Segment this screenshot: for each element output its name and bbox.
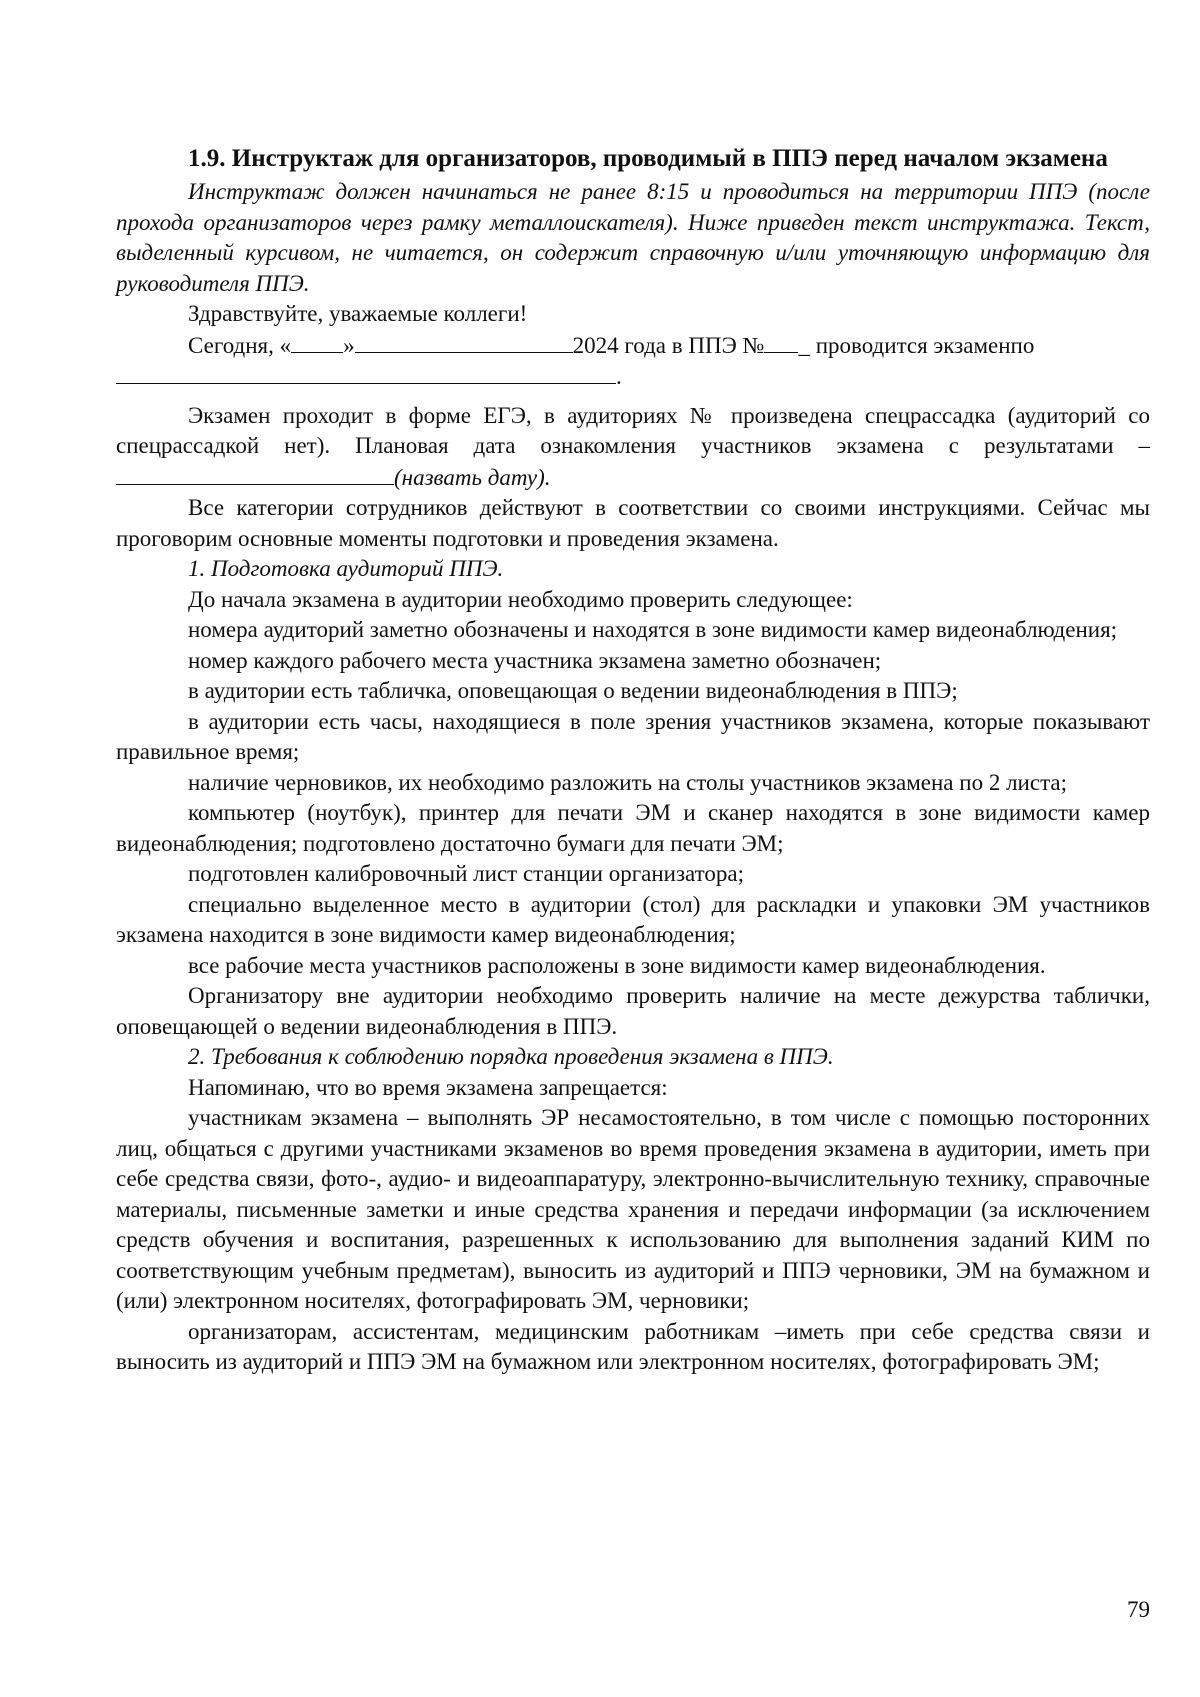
today-tail: по — [1010, 332, 1035, 358]
check-item: компьютер (ноутбук), принтер для печати ЭМ и сканер находятся в зоне видимости камер видеонаблюдения; подготовлено достаточно бумаги для печати ЭМ; — [116, 800, 1150, 856]
prohibition-item: организаторам, ассистентам, медицинским работникам –иметь при себе средства связи и выносить из аудиторий и ППЭ ЭМ на бумажном или электронном носителях, фотографировать ЭМ; — [116, 1318, 1150, 1374]
subject-blank — [116, 361, 616, 384]
ppe-number-blank — [764, 330, 798, 353]
check-intro: До начала экзамена в аудитории необходимо проверить следующее: — [188, 586, 853, 612]
today-prefix: Сегодня, « — [188, 332, 292, 358]
day-blank — [291, 330, 343, 353]
today-year: 2024 года в ППЭ № — [572, 332, 765, 358]
check-item: наличие черновиков, их необходимо разложить на столы участников экзамена по 2 листа; — [188, 769, 1067, 795]
outside-organizer-paragraph: Организатору вне аудитории необходимо проверить наличие на месте дежурства таблички, оповещающей о ведении видеонаблюдения в ППЭ. — [116, 983, 1150, 1039]
reminder: Напоминаю, что во время экзамена запрещается: — [188, 1074, 668, 1100]
today-line — [116, 330, 1150, 393]
check-item: специально выделенное место в аудитории (стол) для раскладки и упаковки ЭМ участников экзамена находится в зоне видимости камер видеонаблюдения; — [116, 891, 1150, 947]
check-item: номер каждого рабочего места участника экзамена заметно обозначен; — [188, 647, 882, 673]
today-end: . — [616, 364, 622, 389]
exam-form-note: (назвать дату). — [394, 464, 551, 490]
check-item: в аудитории есть часы, находящиеся в поле зрения участников экзамена, которые показывают правильное время; — [116, 708, 1150, 764]
section1-title: 1. Подготовка аудиторий ППЭ. — [188, 556, 504, 581]
exam-form-text: Экзамен проходит в форме ЕГЭ, в аудиториях № произведена спецрассадка (аудиторий со спецрассадкой нет). Плановая дата ознакомления участников экзамена с результатами – — [116, 402, 1150, 458]
today-mid: » — [343, 332, 355, 358]
check-item: все рабочие места участников расположены в зоне видимости камер видеонаблюдения. — [188, 952, 1046, 978]
greeting: Здравствуйте, уважаемые коллеги! — [188, 301, 528, 326]
results-date-blank — [116, 462, 394, 485]
document-body — [116, 143, 1150, 1378]
exam-form-paragraph — [116, 401, 1150, 494]
categories-paragraph: Все категории сотрудников действуют в соответствии со своими инструкциями. Сейчас мы проговорим основные моменты подготовки и проведения экзамена. — [116, 495, 1150, 551]
section-heading: 1.9. Инструктаж для организаторов, проводимый в ППЭ перед началом экзамена — [188, 145, 1108, 172]
check-item: номера аудиторий заметно обозначены и находятся в зоне видимости камер видеонаблюдения; — [188, 617, 1118, 642]
page-number: 79 — [1127, 1597, 1150, 1622]
check-item: подготовлен калибровочный лист станции организатора; — [188, 861, 745, 886]
month-blank — [355, 330, 573, 353]
check-item: в аудитории есть табличка, оповещающая о ведении видеонаблюдения в ППЭ; — [188, 678, 958, 703]
prohibition-item: участникам экзамена – выполнять ЭР несамостоятельно, в том числе с помощью посторонних лиц, общаться с другими участниками экзаменов во время проведения экзамена в аудитории, иметь при себе средства связи, фото-, аудио- и видеоаппаратуру, электронно-вычислительную технику, справочные материалы, письменные заметки и иные средства хранения и передачи информации (за исключением средств обучения и воспитания, разрешенных к использованию для выполнения заданий КИМ по соответствующим учебным предметам), выносить из аудиторий и ППЭ черновики, ЭМ на бумажном и (или) электронном носителях, фотографировать ЭМ, черновики; — [116, 1105, 1150, 1313]
section2-title: 2. Требования к соблюдению порядка проведения экзамена в ППЭ. — [188, 1044, 834, 1069]
intro-note: Инструктаж должен начинаться не ранее 8:15 и проводиться на территории ППЭ (после прохода организаторов через рамку металлоискателя). Ниже приведен текст инструктажа. Текст, выделенный курсивом, не читается, он содержит справочную и/или уточняющую информацию для руководителя ППЭ. — [116, 179, 1150, 296]
today-trail: _ проводится экзамен — [798, 332, 1011, 358]
